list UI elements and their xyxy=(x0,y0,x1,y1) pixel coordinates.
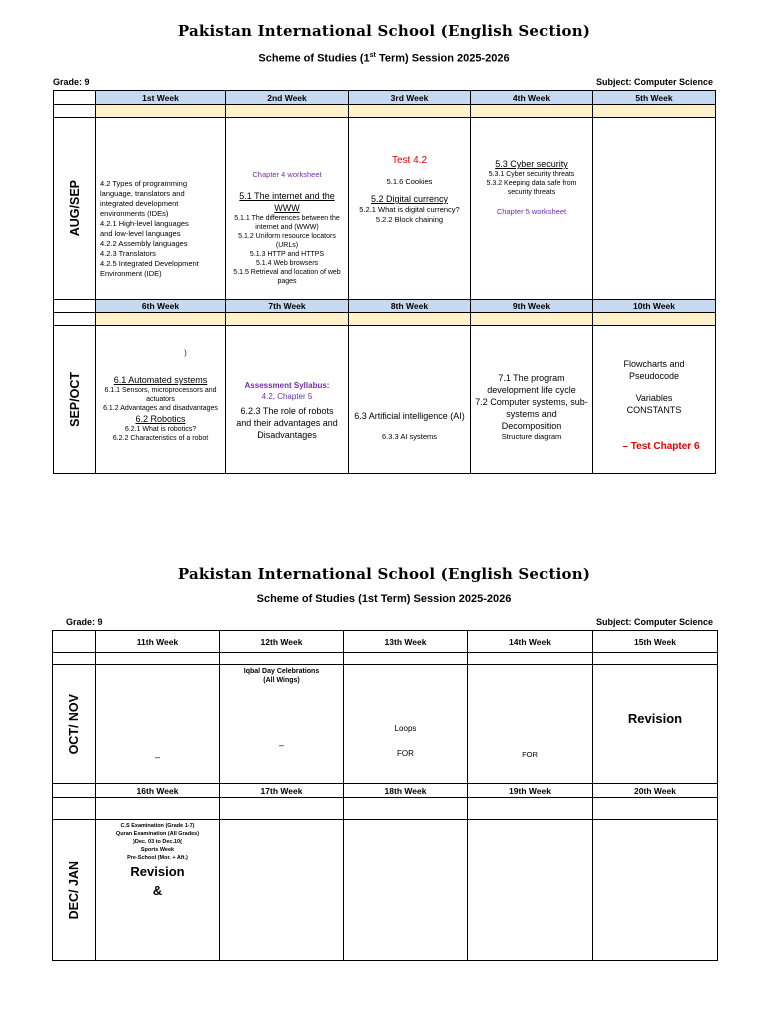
blank-cell xyxy=(344,798,468,820)
topic-line: 4.2.2 Assembly languages xyxy=(100,238,188,248)
week-header: 7th Week xyxy=(226,300,349,313)
week-6-content xyxy=(96,326,226,474)
event-label: C.S Examination (Grade 1-7) xyxy=(120,823,195,829)
highlight-cell xyxy=(96,105,226,118)
blank-cell xyxy=(96,653,220,665)
week-10-content xyxy=(593,326,716,474)
topic-line: environments (IDEs) xyxy=(100,208,169,218)
highlight-cell xyxy=(471,105,593,118)
highlight-cell xyxy=(226,105,349,118)
topic-heading: 5.2 Digital currency xyxy=(370,194,449,204)
blank-cell xyxy=(468,653,593,665)
event-label: )Dec. 03 to Dec.10( xyxy=(133,839,182,845)
week-3-content xyxy=(349,118,471,300)
month-cell xyxy=(53,820,96,961)
blank-cell xyxy=(53,653,96,665)
event-label: (All Wings) xyxy=(263,677,300,684)
topic-line: 6.2.3 The role of robots and their advantages and xyxy=(236,406,338,428)
week-7-content xyxy=(226,326,349,474)
week-9-content xyxy=(471,326,593,474)
week-header: 6th Week xyxy=(96,300,226,313)
week-17-content xyxy=(220,820,344,961)
topic-line: 5.1.6 Cookies xyxy=(386,177,433,186)
week-15-content xyxy=(593,665,718,784)
test-label: Test 4.2 xyxy=(391,155,428,166)
topic-line: 7.2 Computer systems, sub-systems and xyxy=(475,397,588,419)
topic-line: 6.1.2 Advantages and disadvantages xyxy=(103,405,218,412)
topic-line: 5.1.5 Retrieval and location of web pages xyxy=(233,269,341,285)
month-cell xyxy=(53,665,96,784)
highlight-cell xyxy=(349,105,471,118)
week-header: 1st Week xyxy=(96,91,226,105)
topic-line: FOR xyxy=(522,750,538,759)
dash-mark: – xyxy=(154,752,160,762)
topic-line: Flowcharts and xyxy=(623,359,685,369)
topic-heading: 5.1 The internet and the WWW xyxy=(239,191,335,213)
week-19-content xyxy=(468,820,593,961)
dash-mark: – xyxy=(278,740,284,750)
topic-line: ) xyxy=(184,348,187,357)
topic-line: and low-level languages xyxy=(100,228,181,238)
blank-row xyxy=(53,798,718,820)
topic-line: 6.2.2 Characteristics of a robot xyxy=(112,435,209,442)
topic-heading: 6.2 Robotics xyxy=(135,414,186,424)
topic-line: FOR xyxy=(397,749,414,758)
topic-line: language, translators and xyxy=(100,188,185,198)
grade-label: Grade: 9 xyxy=(53,77,90,87)
week-8-content xyxy=(349,326,471,474)
topic-line: 6.3 Artificial intelligence (AI) xyxy=(354,411,465,421)
blank-cell xyxy=(593,798,718,820)
blank-cell xyxy=(593,653,718,665)
highlight-cell xyxy=(226,313,349,326)
week-header: 14th Week xyxy=(468,631,593,653)
highlight-cell xyxy=(96,313,226,326)
topic-line: Variables xyxy=(635,393,673,403)
week-header: 10th Week xyxy=(593,300,716,313)
topic-line: 4.2.3 Translators xyxy=(100,248,156,258)
blank-cell xyxy=(53,784,96,798)
topic-line: 6.2.1 What is robotics? xyxy=(124,426,197,433)
content-row xyxy=(53,665,718,784)
subject-label: Subject: Computer Science xyxy=(595,77,713,87)
topic-line: 4.2.5 Integrated Development xyxy=(100,258,199,268)
topic-line: integrated development xyxy=(100,198,179,208)
blank-cell xyxy=(220,798,344,820)
blank-cell xyxy=(53,798,96,820)
ampersand-label: & xyxy=(152,883,163,898)
blank-cell xyxy=(344,653,468,665)
content-row xyxy=(54,118,716,300)
revision-label: Revision xyxy=(627,711,683,726)
month-label: OCT/ NOV xyxy=(67,693,81,755)
test-label: – Test Chapter 6 xyxy=(622,441,700,452)
school-title: Pakistan International School (English Section) xyxy=(177,565,591,583)
schedule-table-1 xyxy=(53,90,716,474)
topic-line: 5.2.2 Block chaining xyxy=(375,215,444,224)
blank-cell xyxy=(220,653,344,665)
highlight-cell xyxy=(593,313,716,326)
topic-line: CONSTANTS xyxy=(626,405,682,415)
week-16-content xyxy=(96,820,220,961)
worksheet-label: Chapter 5 worksheet xyxy=(496,207,567,216)
topic-line: 6.1.1 Sensors, microprocessors and actuators xyxy=(104,387,217,403)
month-cell xyxy=(54,118,96,300)
week-header: 5th Week xyxy=(593,91,716,105)
week-14-content xyxy=(468,665,593,784)
event-label: Pre-School (Mor. + Aft.) xyxy=(127,855,188,861)
topic-heading: 5.3 Cyber security xyxy=(495,159,568,169)
scheme-title: Scheme of Studies (1st Term) Session 2025-2026 xyxy=(258,52,510,65)
week-header: 13th Week xyxy=(344,631,468,653)
blank-cell xyxy=(468,798,593,820)
week-header: 17th Week xyxy=(220,784,344,798)
month-cell xyxy=(54,326,96,474)
grade-label: Grade: 9 xyxy=(66,617,103,627)
topic-line: Environment (IDE) xyxy=(100,268,162,278)
week-4-content xyxy=(471,118,593,300)
week-header-row xyxy=(53,784,718,798)
week-header-row xyxy=(54,91,716,105)
blank-cell xyxy=(54,313,96,326)
event-label: Quran Examination (All Grades) xyxy=(115,831,200,837)
topic-line: Disadvantages xyxy=(257,430,317,440)
topic-heading: 6.1 Automated systems xyxy=(113,375,208,385)
week-header: 19th Week xyxy=(468,784,593,798)
topic-line: 5.2.1 What is digital currency? xyxy=(359,205,460,214)
topic-line: Decomposition xyxy=(501,421,562,431)
week-5-content xyxy=(593,118,716,300)
week-header: 4th Week xyxy=(471,91,593,105)
topic-line: 4.2.1 High-level languages xyxy=(100,218,189,228)
worksheet-label: Chapter 4 worksheet xyxy=(252,170,322,179)
event-label: Iqbal Day Celebrations xyxy=(243,668,320,675)
week-1-content xyxy=(96,118,226,300)
topic-line: 4.2 Types of programming xyxy=(100,178,187,188)
month-label: AUG/SEP xyxy=(67,180,82,237)
week-header: 9th Week xyxy=(471,300,593,313)
week-header: 12th Week xyxy=(220,631,344,653)
week-18-content xyxy=(344,820,468,961)
topic-line: 5.1.1 The differences between the internet and (WWW) xyxy=(234,215,340,231)
week-header: 11th Week xyxy=(96,631,220,653)
blank-cell xyxy=(96,798,220,820)
week-header: 16th Week xyxy=(96,784,220,798)
topic-line: Pseudocode xyxy=(628,371,680,381)
topic-line: 5.1.4 Web browsers xyxy=(255,260,319,267)
topic-line: 5.1.2 Uniform resource locators (URLs) xyxy=(238,233,336,249)
content-row xyxy=(53,820,718,961)
highlight-cell xyxy=(471,313,593,326)
topic-line: 5.3.2 Keeping data safe from security threats xyxy=(486,180,577,196)
revision-label: Revision xyxy=(130,864,185,879)
week-header: 3rd Week xyxy=(349,91,471,105)
topic-line: 7.1 The program development life cycle xyxy=(487,373,576,395)
week-header-row xyxy=(54,300,716,313)
highlight-row xyxy=(54,105,716,118)
month-label: SEP/OCT xyxy=(67,372,82,427)
month-label: DEC/ JAN xyxy=(67,860,81,920)
blank-cell xyxy=(54,91,96,105)
week-header: 8th Week xyxy=(349,300,471,313)
week-header: 15th Week xyxy=(593,631,718,653)
highlight-cell xyxy=(593,105,716,118)
blank-cell xyxy=(54,300,96,313)
assessment-label: Assessment Syllabus: xyxy=(244,381,330,390)
highlight-cell xyxy=(349,313,471,326)
week-header-row xyxy=(53,631,718,653)
week-20-content xyxy=(593,820,718,961)
week-12-content xyxy=(220,665,344,784)
subject-label: Subject: Computer Science xyxy=(595,617,713,627)
school-title: Pakistan International School (English Section) xyxy=(177,22,591,40)
week-2-content xyxy=(226,118,349,300)
topic-line: Loops xyxy=(394,724,417,733)
week-13-content xyxy=(344,665,468,784)
event-label: Sports Week xyxy=(140,847,175,853)
week-header: 18th Week xyxy=(344,784,468,798)
topic-line: Structure diagram xyxy=(501,432,562,441)
scheme-title: Scheme of Studies (1st Term) Session 2025-2026 xyxy=(256,593,512,605)
blank-row xyxy=(53,653,718,665)
schedule-table-2 xyxy=(52,630,718,961)
week-11-content xyxy=(96,665,220,784)
blank-cell xyxy=(54,105,96,118)
blank-cell xyxy=(53,631,96,653)
week-header: 20th Week xyxy=(593,784,718,798)
topic-line: 5.3.1 Cyber security threats xyxy=(488,171,575,178)
content-row xyxy=(54,326,716,474)
week-header: 2nd Week xyxy=(226,91,349,105)
topic-line: 5.1.3 HTTP and HTTPS xyxy=(249,251,325,258)
highlight-row xyxy=(54,313,716,326)
topic-line: 6.3.3 AI systems xyxy=(381,432,438,441)
assessment-label: 4.2, Chapter 5 xyxy=(261,392,313,401)
